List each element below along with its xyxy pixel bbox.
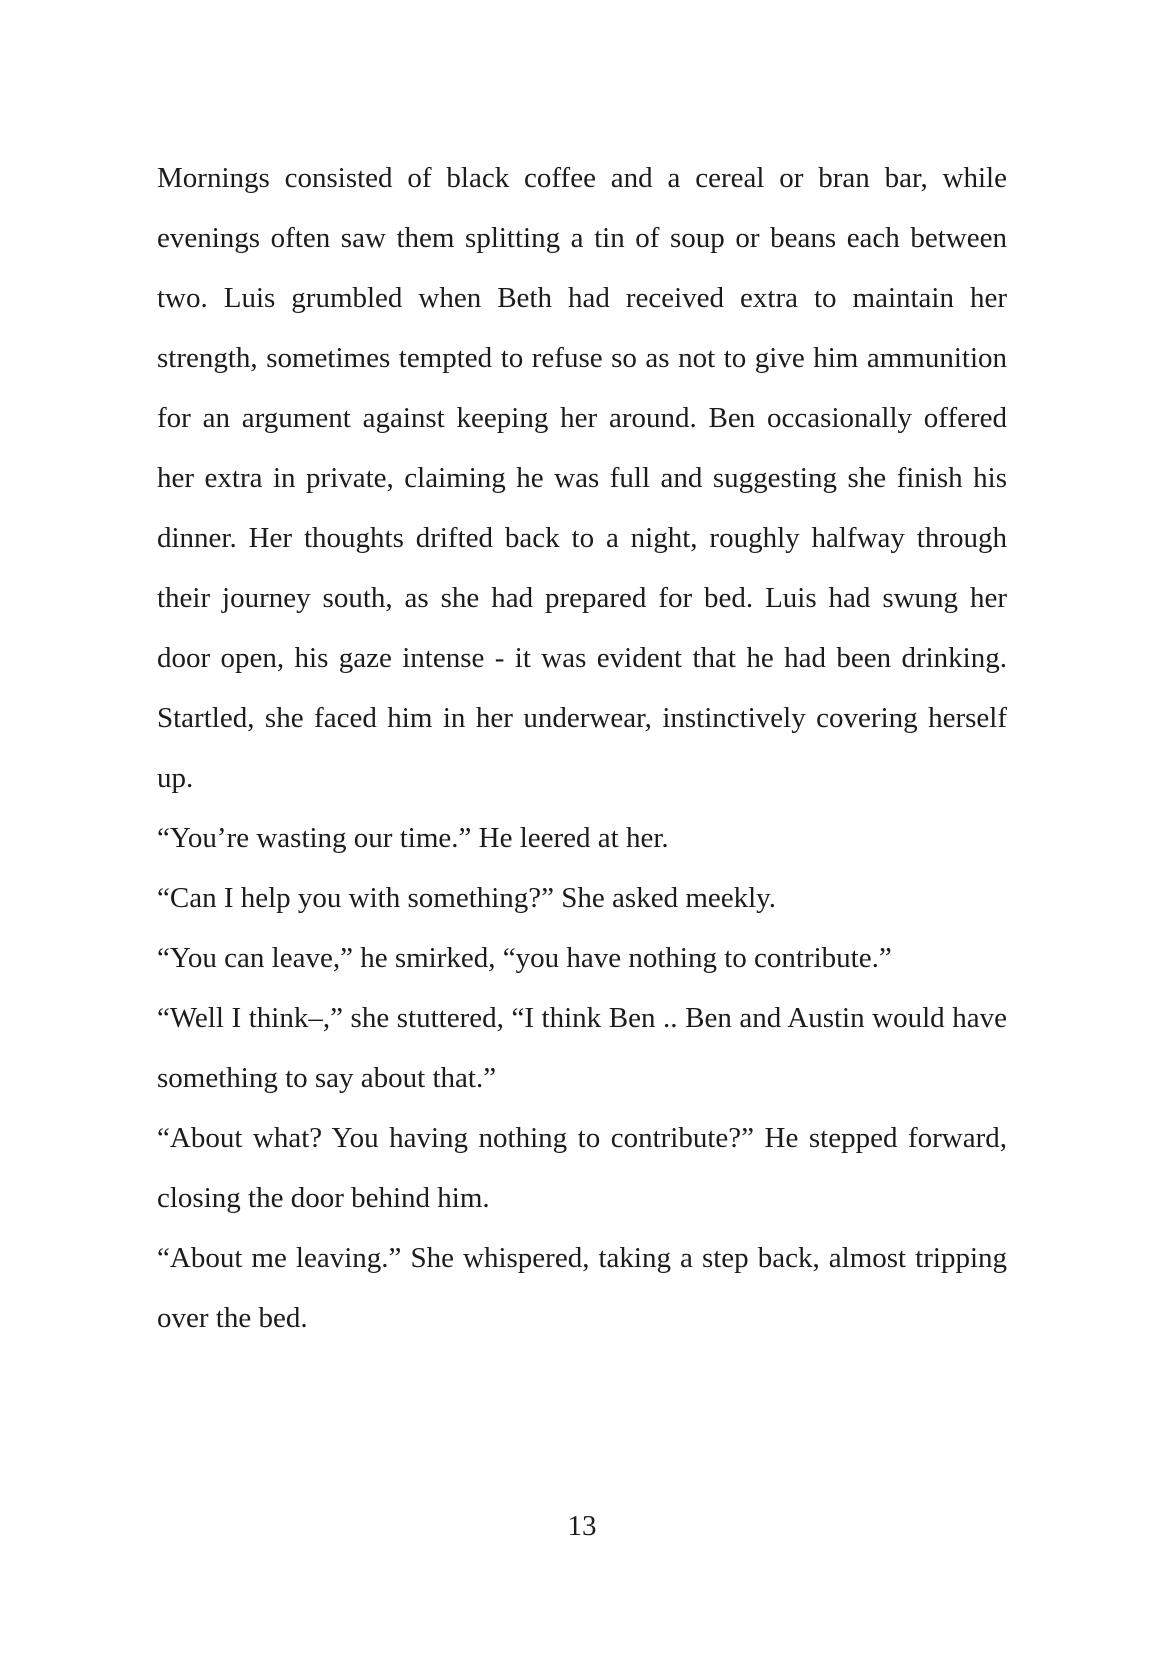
dialogue-line: “You can leave,” he smirked, “you have nothing to contribute.” [157,942,892,974]
page-number: 13 [567,1510,597,1542]
narrative-paragraph: Mornings consisted of black coffee and a cereal or bran bar, while evenings often saw them splitting a tin of soup or beans each between two. Luis grumbled when Beth had received extra to maintain her strength, sometimes tempted to refuse so as not to give him ammunition for an argument against keeping her around. Ben occasionally offered her extra in private, claiming he was full and suggesting she finish his dinner. Her thoughts drifted back to a night, roughly halfway through their journey south, as she had prepared for bed. Luis had swung her door open, his gaze intense - it was evident that he had been drinking. Startled, she faced him in her underwear, instinctively covering herself up. [157,162,1007,794]
dialogue-block [157,808,1007,1348]
narrative-paragraph-block [157,148,1007,808]
dialogue-line: “Can I help you with something?” She asked meekly. [157,882,777,914]
dialogue-line: “Well I think–,” she stuttered, “I think Ben .. Ben and Austin would have something to say about that.” [157,1002,1007,1094]
dialogue-line: “About me leaving.” She whispered, taking a step back, almost tripping over the bed. [157,1242,1007,1334]
dialogue-line: “You’re wasting our time.” He leered at her. [157,822,669,854]
dialogue-line: “About what? You having nothing to contribute?” He stepped forward, closing the door behind him. [157,1122,1007,1214]
